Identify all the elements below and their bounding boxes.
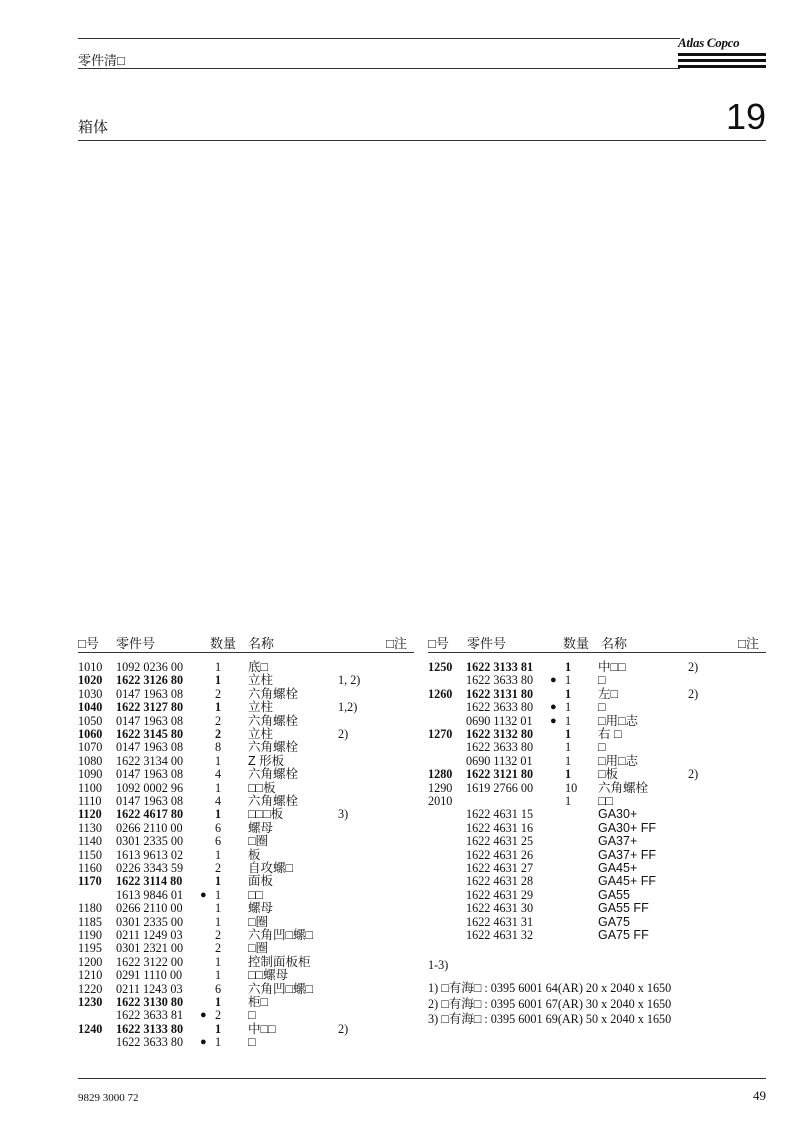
position-number: 1140 bbox=[78, 834, 102, 849]
part-number: 1622 3133 81 bbox=[466, 660, 534, 674]
position-number: 1195 bbox=[78, 941, 102, 956]
part-number: 1613 9613 02 bbox=[116, 847, 184, 862]
part-name: 六角螺栓 bbox=[248, 740, 299, 755]
part-name: GA45+ bbox=[598, 861, 638, 875]
part-number: 1622 3633 80 bbox=[466, 740, 534, 755]
quantity: 1 bbox=[565, 660, 572, 674]
part-number: 0690 1132 01 bbox=[466, 753, 533, 768]
position-number: 1040 bbox=[78, 700, 103, 715]
part-number: 0301 2335 00 bbox=[116, 914, 184, 929]
part-number: 1613 9846 01 bbox=[116, 887, 184, 902]
document-type-label: 零件清□ bbox=[78, 53, 125, 68]
note-text: : 0395 6001 64(AR) 20 x 2040 x 1650 bbox=[484, 981, 672, 995]
part-name: □□□板 bbox=[248, 807, 284, 822]
part-number: 1622 3133 80 bbox=[116, 1021, 184, 1036]
quantity: 2 bbox=[215, 686, 222, 701]
part-name: 螺母 bbox=[248, 901, 274, 916]
part-name: 六角凹□螺□ bbox=[248, 928, 314, 942]
part-number: 1622 3131 80 bbox=[466, 686, 534, 701]
quantity: 2 bbox=[215, 1008, 222, 1023]
quantity: 1 bbox=[215, 780, 222, 795]
part-name: □圈 bbox=[248, 941, 269, 956]
part-name: 立柱 bbox=[248, 727, 274, 741]
position-number: 1200 bbox=[78, 954, 103, 969]
position-number: 1090 bbox=[78, 767, 103, 782]
part-number: 1622 3633 80 bbox=[116, 1035, 184, 1050]
position-number: 1080 bbox=[78, 753, 103, 768]
position-number: 1260 bbox=[428, 686, 453, 701]
position-number: 1050 bbox=[78, 713, 103, 728]
part-number: 1622 4631 16 bbox=[466, 820, 534, 835]
part-name: □用□志 bbox=[598, 753, 639, 768]
document-number: 9829 3000 72 bbox=[78, 1092, 139, 1104]
part-number: 1622 3126 80 bbox=[116, 673, 184, 688]
part-name: GA75 FF bbox=[598, 928, 649, 942]
position-number: 1160 bbox=[78, 861, 102, 875]
quantity: 6 bbox=[215, 981, 222, 996]
part-name: □ bbox=[248, 1035, 256, 1050]
part-name: 螺母 bbox=[248, 820, 274, 835]
part-number: 1622 4617 80 bbox=[116, 807, 184, 822]
part-number: 0226 3343 59 bbox=[116, 861, 184, 875]
col-head-pos: □号 bbox=[428, 636, 449, 651]
header-bottom-rule bbox=[78, 68, 680, 69]
note-label: □有海□ bbox=[441, 996, 482, 1011]
quantity: 1 bbox=[215, 914, 222, 929]
col-head-qty: 数量 bbox=[563, 636, 590, 651]
bullet-icon: ● bbox=[200, 1036, 207, 1049]
part-name: GA45+ FF bbox=[598, 874, 657, 889]
position-number: 1250 bbox=[428, 660, 453, 674]
part-name: □□螺母 bbox=[248, 968, 289, 983]
part-number: 1622 4631 29 bbox=[466, 887, 534, 902]
position-number: 1170 bbox=[78, 874, 102, 889]
part-number: 1622 3134 00 bbox=[116, 753, 184, 768]
part-name: 右 □ bbox=[598, 727, 622, 741]
brand-name: Atlas Copco bbox=[678, 35, 740, 50]
position-number: 1220 bbox=[78, 981, 103, 996]
note-label: □有海□ bbox=[441, 1012, 482, 1026]
part-name: 面板 bbox=[248, 874, 274, 889]
part-number: 1622 3633 81 bbox=[116, 1008, 184, 1023]
position-number: 1230 bbox=[78, 995, 103, 1009]
quantity: 1 bbox=[565, 794, 572, 808]
quantity: 1 bbox=[565, 740, 572, 755]
part-number: 1622 4631 26 bbox=[466, 847, 534, 862]
part-name: 左□ bbox=[598, 686, 619, 701]
part-name: GA55 bbox=[598, 887, 630, 902]
part-number: 0147 1963 08 bbox=[116, 740, 184, 755]
part-number: 1622 3130 80 bbox=[116, 995, 184, 1009]
part-name: □用□志 bbox=[598, 713, 639, 728]
bullet-icon: ● bbox=[200, 888, 207, 901]
quantity: 1 bbox=[215, 807, 222, 822]
table-header-rule-left bbox=[78, 652, 414, 653]
logo-stripe bbox=[678, 53, 766, 56]
position-number: 1210 bbox=[78, 968, 103, 983]
part-name: □□ bbox=[248, 887, 264, 902]
part-name: 六角螺栓 bbox=[248, 767, 299, 782]
quantity: 1 bbox=[215, 673, 222, 688]
quantity: 1 bbox=[215, 753, 222, 768]
quantity: 6 bbox=[215, 834, 222, 849]
position-number: 1100 bbox=[78, 780, 102, 795]
bullet-icon: ● bbox=[550, 701, 557, 714]
table-header-rule-right bbox=[428, 652, 766, 653]
part-number: 1622 3145 80 bbox=[116, 727, 184, 741]
part-name: □板 bbox=[598, 767, 619, 782]
position-number: 1120 bbox=[78, 807, 102, 822]
part-name: Z 形板 bbox=[248, 753, 285, 768]
remark: 2) bbox=[688, 767, 699, 782]
position-number: 1060 bbox=[78, 727, 103, 741]
bullet-icon: ● bbox=[550, 714, 557, 727]
part-number: 1622 3633 80 bbox=[466, 700, 534, 715]
position-number: 1030 bbox=[78, 686, 103, 701]
quantity: 2 bbox=[215, 713, 222, 728]
part-name: 六角螺栓 bbox=[598, 780, 649, 795]
part-name: □ bbox=[248, 1008, 256, 1023]
logo-stripe bbox=[678, 65, 766, 68]
position-number: 1020 bbox=[78, 673, 103, 688]
part-number: 1622 3127 80 bbox=[116, 700, 184, 715]
quantity: 1 bbox=[215, 968, 222, 983]
col-head-remark: □注 bbox=[738, 636, 759, 651]
note-number: 3) bbox=[428, 1012, 439, 1026]
part-number: 0211 1249 03 bbox=[116, 928, 183, 942]
part-name: □ bbox=[598, 700, 606, 715]
quantity: 1 bbox=[215, 995, 222, 1009]
part-name: 柜□ bbox=[248, 995, 269, 1009]
remark: 2) bbox=[688, 660, 699, 674]
remark: 1, 2) bbox=[338, 673, 361, 688]
part-name: 中□□ bbox=[248, 1021, 276, 1036]
note-text: : 0395 6001 69(AR) 50 x 2040 x 1650 bbox=[484, 1012, 672, 1026]
atlas-copco-logo bbox=[678, 36, 766, 68]
part-number: 1092 0002 96 bbox=[116, 780, 184, 795]
part-number: 0301 2335 00 bbox=[116, 834, 184, 849]
part-name: 六角螺栓 bbox=[248, 794, 299, 808]
part-number: 0301 2321 00 bbox=[116, 941, 184, 956]
quantity: 2 bbox=[215, 727, 222, 741]
part-number: 1622 4631 32 bbox=[466, 928, 534, 942]
part-name: 立柱 bbox=[248, 700, 274, 715]
part-name: □圈 bbox=[248, 834, 269, 849]
part-name: □□板 bbox=[248, 780, 276, 795]
part-number: 1622 4631 28 bbox=[466, 874, 534, 889]
part-number: 1622 3122 00 bbox=[116, 954, 184, 969]
part-name: 六角螺栓 bbox=[248, 713, 299, 728]
part-number: 1622 3132 80 bbox=[466, 727, 534, 741]
quantity: 1 bbox=[215, 847, 222, 862]
part-number: 0266 2110 00 bbox=[116, 901, 183, 916]
quantity: 1 bbox=[215, 901, 222, 916]
part-number: 1619 2766 00 bbox=[466, 780, 534, 795]
part-name: GA37+ bbox=[598, 834, 638, 849]
col-head-remark: □注 bbox=[386, 636, 407, 651]
remark: 2) bbox=[338, 1021, 349, 1036]
bullet-icon: ● bbox=[200, 1009, 207, 1022]
part-name: □圈 bbox=[248, 914, 269, 929]
quantity: 1 bbox=[215, 954, 222, 969]
part-name: □ bbox=[598, 740, 606, 755]
part-name: 板 bbox=[248, 847, 261, 862]
quantity: 1 bbox=[215, 874, 222, 889]
part-number: 0211 1243 03 bbox=[116, 981, 183, 996]
position-number: 1180 bbox=[78, 901, 102, 916]
remark: 2) bbox=[338, 727, 349, 741]
quantity: 1 bbox=[565, 700, 572, 715]
note-label: □有海□ bbox=[441, 981, 482, 995]
quantity: 1 bbox=[565, 753, 572, 768]
part-name: GA55 FF bbox=[598, 901, 649, 916]
position-number: 1190 bbox=[78, 928, 102, 942]
quantity: 1 bbox=[215, 1021, 222, 1036]
section-title: 箱体 bbox=[78, 119, 109, 136]
part-number: 1622 4631 30 bbox=[466, 901, 534, 916]
part-number: 0147 1963 08 bbox=[116, 794, 184, 808]
quantity: 1 bbox=[215, 1035, 222, 1050]
part-name: 自攻螺□ bbox=[248, 861, 294, 875]
note-number: 1) bbox=[428, 981, 439, 995]
position-number: 1130 bbox=[78, 820, 102, 835]
notes-range: 1-3) bbox=[428, 958, 449, 972]
logo-stripe bbox=[678, 59, 766, 62]
part-name: GA75 bbox=[598, 914, 630, 929]
quantity: 2 bbox=[215, 861, 222, 875]
quantity: 10 bbox=[565, 780, 578, 795]
part-number: 0266 2110 00 bbox=[116, 820, 183, 835]
note-item bbox=[428, 1009, 671, 1027]
quantity: 1 bbox=[565, 727, 572, 741]
part-number: 0690 1132 01 bbox=[466, 713, 533, 728]
part-number: 0147 1963 08 bbox=[116, 713, 184, 728]
page-number: 49 bbox=[753, 1088, 766, 1103]
part-name: GA37+ FF bbox=[598, 847, 657, 862]
quantity: 2 bbox=[215, 928, 222, 942]
position-number: 2010 bbox=[428, 794, 453, 808]
part-number: 1622 4631 27 bbox=[466, 861, 534, 875]
position-number: 1280 bbox=[428, 767, 453, 782]
part-name: 中□□ bbox=[598, 660, 626, 674]
part-number: 1622 4631 31 bbox=[466, 914, 534, 929]
quantity: 1 bbox=[565, 713, 572, 728]
part-name: 底□ bbox=[248, 660, 269, 674]
quantity: 1 bbox=[565, 767, 572, 782]
remark: 2) bbox=[688, 686, 699, 701]
part-number: 0291 1110 00 bbox=[116, 968, 183, 983]
quantity: 1 bbox=[215, 700, 222, 715]
position-number: 1185 bbox=[78, 914, 102, 929]
position-number: 1270 bbox=[428, 727, 453, 741]
part-name: □□ bbox=[598, 794, 614, 808]
position-number: 1290 bbox=[428, 780, 453, 795]
col-head-qty: 数量 bbox=[210, 636, 237, 651]
remark: 1,2) bbox=[338, 700, 358, 715]
part-name: 控制面板柜 bbox=[248, 954, 311, 969]
quantity: 1 bbox=[215, 660, 222, 674]
bullet-icon: ● bbox=[550, 674, 557, 687]
position-number: 1070 bbox=[78, 740, 103, 755]
position-number: 1240 bbox=[78, 1021, 103, 1036]
position-number: 1110 bbox=[78, 794, 102, 808]
quantity: 1 bbox=[565, 686, 572, 701]
position-number: 1010 bbox=[78, 660, 103, 674]
position-number: 1150 bbox=[78, 847, 102, 862]
part-name: □ bbox=[598, 673, 606, 688]
part-name: GA30+ FF bbox=[598, 820, 657, 835]
col-head-name: 名称 bbox=[601, 636, 628, 651]
quantity: 4 bbox=[215, 767, 222, 782]
part-number: 0147 1963 08 bbox=[116, 767, 184, 782]
part-name: GA30+ bbox=[598, 807, 638, 822]
quantity: 2 bbox=[215, 941, 222, 956]
col-head-pos: □号 bbox=[78, 636, 99, 651]
part-number: 1622 3114 80 bbox=[116, 874, 183, 889]
quantity: 6 bbox=[215, 820, 222, 835]
part-name: 立柱 bbox=[248, 673, 274, 688]
footer-rule bbox=[78, 1078, 766, 1079]
col-head-name: 名称 bbox=[248, 636, 275, 651]
remark: 3) bbox=[338, 807, 349, 822]
header-top-rule bbox=[78, 38, 680, 39]
part-number: 1622 4631 15 bbox=[466, 807, 534, 822]
quantity: 1 bbox=[215, 887, 222, 902]
quantity: 1 bbox=[565, 673, 572, 688]
part-number: 0147 1963 08 bbox=[116, 686, 184, 701]
col-head-part-no: 零件号 bbox=[467, 636, 507, 651]
note-number: 2) bbox=[428, 996, 439, 1011]
col-head-part-no: 零件号 bbox=[116, 636, 156, 651]
note-text: : 0395 6001 67(AR) 30 x 2040 x 1650 bbox=[484, 996, 672, 1011]
part-number: 1622 4631 25 bbox=[466, 834, 534, 849]
quantity: 8 bbox=[215, 740, 222, 755]
part-number: 1092 0236 00 bbox=[116, 660, 184, 674]
part-name: 六角螺栓 bbox=[248, 686, 299, 701]
part-number: 1622 3121 80 bbox=[466, 767, 534, 782]
quantity: 4 bbox=[215, 794, 222, 808]
section-page-number: 19 bbox=[725, 96, 766, 137]
title-rule bbox=[78, 140, 766, 141]
part-name: 六角凹□螺□ bbox=[248, 981, 314, 996]
part-number: 1622 3633 80 bbox=[466, 673, 534, 688]
